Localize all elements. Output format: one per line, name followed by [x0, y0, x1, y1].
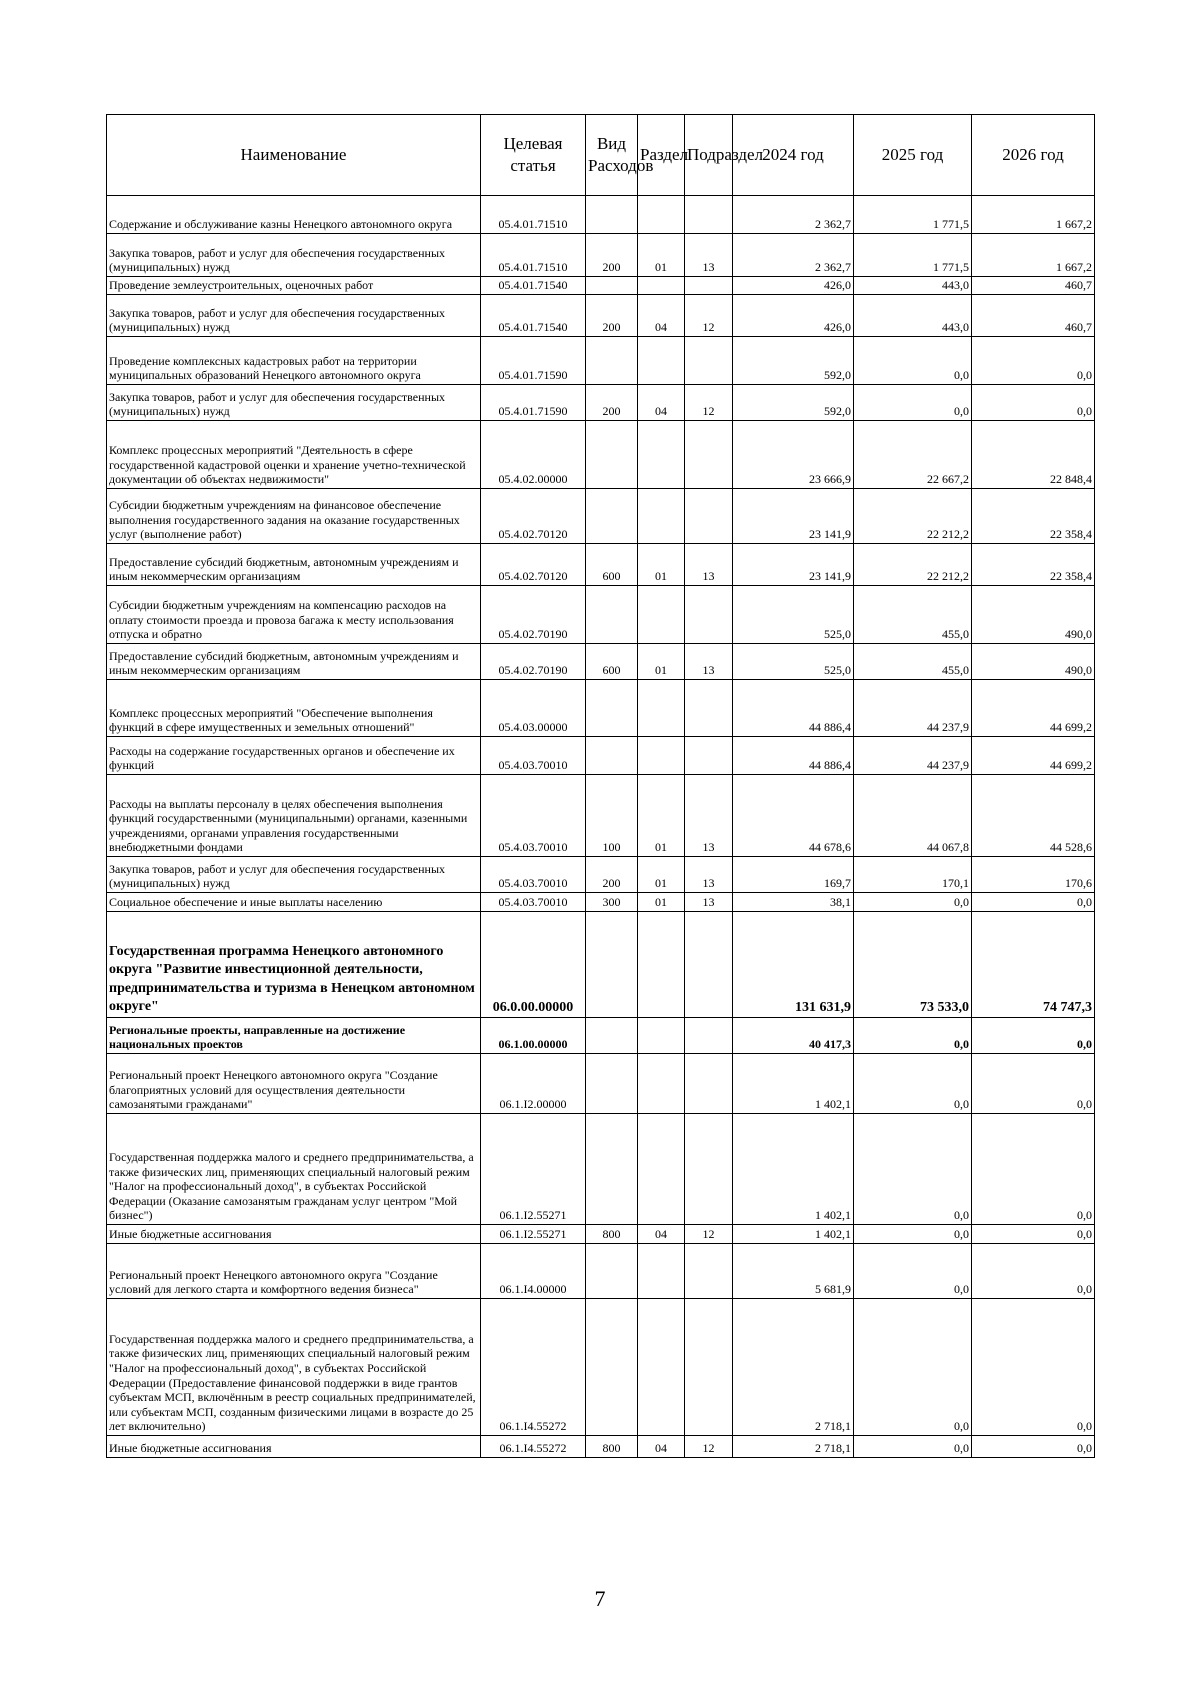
- table-row: [107, 680, 1095, 737]
- row-name: Комплекс процессных мероприятий "Обеспечение выполнения функций в сфере имущественных и земельных отношений": [107, 680, 481, 737]
- row-subsection: 12: [685, 385, 733, 421]
- row-value-2026: 1 667,2: [972, 234, 1095, 277]
- row-value-2024: 44 678,6: [733, 775, 854, 857]
- header-section: Раздел: [638, 115, 685, 196]
- budget-table: [106, 114, 1095, 1458]
- row-kind: [586, 1244, 638, 1299]
- table-row: [107, 775, 1095, 857]
- row-value-2026: 460,7: [972, 277, 1095, 295]
- row-target-code: 06.1.I4.55272: [481, 1299, 586, 1436]
- row-value-2025: 443,0: [854, 295, 972, 337]
- row-kind: [586, 680, 638, 737]
- table-row: [107, 1436, 1095, 1458]
- table-row: [107, 857, 1095, 893]
- table-row: [107, 1299, 1095, 1436]
- row-kind: [586, 337, 638, 385]
- row-target-code: 05.4.03.70010: [481, 893, 586, 912]
- row-value-2026: 44 699,2: [972, 737, 1095, 775]
- row-target-code: 05.4.03.70010: [481, 775, 586, 857]
- row-value-2025: 44 237,9: [854, 680, 972, 737]
- row-section: [638, 1244, 685, 1299]
- row-name: Содержание и обслуживание казны Ненецкого автономного округа: [107, 196, 481, 234]
- row-section: [638, 912, 685, 1018]
- row-kind: [586, 196, 638, 234]
- row-value-2026: 170,6: [972, 857, 1095, 893]
- row-subsection: [685, 337, 733, 385]
- row-value-2026: 22 358,4: [972, 489, 1095, 544]
- row-name: Государственная поддержка малого и среднего предпринимательства, а также физических лиц, применяющих специальный налоговый режим "Налог на профессиональный доход", в субъектах Российской Федерации (Оказание самозанятым гражданам услуг центром "Мой бизнес"): [107, 1114, 481, 1225]
- row-section: 04: [638, 1436, 685, 1458]
- row-section: [638, 680, 685, 737]
- row-subsection: 13: [685, 234, 733, 277]
- row-kind: [586, 1114, 638, 1225]
- row-value-2025: 0,0: [854, 1244, 972, 1299]
- row-target-code: 06.1.I4.00000: [481, 1244, 586, 1299]
- row-value-2026: 0,0: [972, 1244, 1095, 1299]
- row-value-2025: 455,0: [854, 586, 972, 644]
- row-kind: [586, 1054, 638, 1114]
- row-value-2026: 1 667,2: [972, 196, 1095, 234]
- row-target-code: 05.4.03.70010: [481, 857, 586, 893]
- row-section: 01: [638, 234, 685, 277]
- row-subsection: [685, 421, 733, 489]
- table-row: [107, 337, 1095, 385]
- row-kind: [586, 1018, 638, 1054]
- row-target-code: 05.4.03.00000: [481, 680, 586, 737]
- row-value-2025: 1 771,5: [854, 234, 972, 277]
- row-target-code: 06.1.I2.55271: [481, 1225, 586, 1244]
- row-section: [638, 586, 685, 644]
- table-row: [107, 234, 1095, 277]
- row-subsection: [685, 489, 733, 544]
- row-name: Региональный проект Ненецкого автономного округа "Создание благоприятных условий для осуществления деятельности самозанятыми гражданами": [107, 1054, 481, 1114]
- row-value-2026: 44 699,2: [972, 680, 1095, 737]
- row-kind: [586, 1299, 638, 1436]
- row-target-code: 05.4.02.00000: [481, 421, 586, 489]
- row-kind: 600: [586, 644, 638, 680]
- row-target-code: 05.4.02.70120: [481, 489, 586, 544]
- row-kind: 200: [586, 295, 638, 337]
- row-name: Предоставление субсидий бюджетным, автономным учреждениям и иным некоммерческим организациям: [107, 644, 481, 680]
- row-value-2025: 0,0: [854, 337, 972, 385]
- row-value-2024: 1 402,1: [733, 1114, 854, 1225]
- row-name: Иные бюджетные ассигнования: [107, 1225, 481, 1244]
- table-row: [107, 544, 1095, 586]
- row-value-2024: 2 362,7: [733, 234, 854, 277]
- table-row: [107, 586, 1095, 644]
- row-value-2024: 131 631,9: [733, 912, 854, 1018]
- row-value-2024: 1 402,1: [733, 1054, 854, 1114]
- row-value-2024: 44 886,4: [733, 737, 854, 775]
- row-subsection: 13: [685, 893, 733, 912]
- row-kind: 200: [586, 234, 638, 277]
- row-target-code: 05.4.02.70190: [481, 586, 586, 644]
- row-value-2026: 490,0: [972, 644, 1095, 680]
- row-section: [638, 489, 685, 544]
- row-value-2026: 460,7: [972, 295, 1095, 337]
- row-section: [638, 196, 685, 234]
- row-section: [638, 337, 685, 385]
- table-row: [107, 196, 1095, 234]
- row-target-code: 05.4.02.70190: [481, 644, 586, 680]
- row-section: [638, 1018, 685, 1054]
- row-value-2025: 0,0: [854, 1299, 972, 1436]
- header-name: Наименование: [107, 115, 481, 196]
- table-row: [107, 644, 1095, 680]
- row-value-2026: 0,0: [972, 1299, 1095, 1436]
- row-section: 04: [638, 295, 685, 337]
- row-value-2025: 0,0: [854, 1018, 972, 1054]
- row-subsection: [685, 1299, 733, 1436]
- table-row: [107, 1244, 1095, 1299]
- row-value-2025: 0,0: [854, 1225, 972, 1244]
- table-row: [107, 1054, 1095, 1114]
- row-section: 04: [638, 385, 685, 421]
- table-row: [107, 421, 1095, 489]
- row-name: Закупка товаров, работ и услуг для обеспечения государственных (муниципальных) нужд: [107, 385, 481, 421]
- row-value-2026: 0,0: [972, 337, 1095, 385]
- row-value-2024: 2 718,1: [733, 1436, 854, 1458]
- row-kind: 200: [586, 857, 638, 893]
- row-section: 04: [638, 1225, 685, 1244]
- row-kind: [586, 277, 638, 295]
- row-value-2024: 169,7: [733, 857, 854, 893]
- row-value-2026: 0,0: [972, 1436, 1095, 1458]
- row-target-code: 06.1.00.00000: [481, 1018, 586, 1054]
- table-body: [107, 196, 1095, 1458]
- row-target-code: 05.4.02.70120: [481, 544, 586, 586]
- row-value-2024: 592,0: [733, 385, 854, 421]
- row-target-code: 06.0.00.00000: [481, 912, 586, 1018]
- table-row: [107, 1018, 1095, 1054]
- row-subsection: [685, 586, 733, 644]
- row-subsection: [685, 912, 733, 1018]
- row-value-2025: 0,0: [854, 1436, 972, 1458]
- table-row: [107, 912, 1095, 1018]
- row-target-code: 06.1.I2.55271: [481, 1114, 586, 1225]
- row-kind: 200: [586, 385, 638, 421]
- row-name: Расходы на выплаты персоналу в целях обеспечения выполнения функций государственными (муниципальными) органами, казенными учреждениями, органами управления государственными внебюджетными фондами: [107, 775, 481, 857]
- row-subsection: 12: [685, 1436, 733, 1458]
- row-target-code: 05.4.01.71540: [481, 277, 586, 295]
- row-value-2025: 1 771,5: [854, 196, 972, 234]
- row-value-2024: 525,0: [733, 586, 854, 644]
- row-subsection: 13: [685, 644, 733, 680]
- row-value-2025: 44 067,8: [854, 775, 972, 857]
- row-subsection: 12: [685, 295, 733, 337]
- page-number: 7: [594, 1586, 606, 1611]
- row-value-2026: 490,0: [972, 586, 1095, 644]
- row-name: Государственная программа Ненецкого автономного округа "Развитие инвестиционной деятельности, предпринимательства и туризма в Ненецком автономном округе": [107, 912, 481, 1018]
- header-2026: 2026 год: [972, 115, 1095, 196]
- row-value-2024: 426,0: [733, 277, 854, 295]
- row-value-2026: 22 358,4: [972, 544, 1095, 586]
- row-section: 01: [638, 544, 685, 586]
- row-name: Проведение комплексных кадастровых работ на территории муниципальных образований Ненецкого автономного округа: [107, 337, 481, 385]
- row-kind: [586, 737, 638, 775]
- table-row: [107, 1114, 1095, 1225]
- row-kind: 800: [586, 1436, 638, 1458]
- row-kind: [586, 489, 638, 544]
- row-section: [638, 737, 685, 775]
- table-row: [107, 893, 1095, 912]
- row-name: Закупка товаров, работ и услуг для обеспечения государственных (муниципальных) нужд: [107, 295, 481, 337]
- row-name: Субсидии бюджетным учреждениям на финансовое обеспечение выполнения государственного задания на оказание государственных услуг (выполнение работ): [107, 489, 481, 544]
- row-name: Закупка товаров, работ и услуг для обеспечения государственных (муниципальных) нужд: [107, 857, 481, 893]
- row-section: [638, 1299, 685, 1436]
- row-value-2026: 0,0: [972, 1225, 1095, 1244]
- row-value-2026: 0,0: [972, 385, 1095, 421]
- table-row: [107, 295, 1095, 337]
- row-value-2025: 22 212,2: [854, 544, 972, 586]
- row-subsection: [685, 1114, 733, 1225]
- row-name: Государственная поддержка малого и среднего предпринимательства, а также физических лиц, применяющих специальный налоговый режим "Налог на профессиональный доход", в субъектах Российской Федерации (Предоставление финансовой поддержки в виде грантов субъектам МСП, включённым в реестр социальных предпринимателей, или субъектам МСП, созданным физическими лицами в возрасте до 25 лет включительно): [107, 1299, 481, 1436]
- row-section: [638, 421, 685, 489]
- row-value-2024: 5 681,9: [733, 1244, 854, 1299]
- row-name: Региональные проекты, направленные на достижение национальных проектов: [107, 1018, 481, 1054]
- row-value-2024: 525,0: [733, 644, 854, 680]
- row-name: Социальное обеспечение и иные выплаты населению: [107, 893, 481, 912]
- row-section: [638, 1054, 685, 1114]
- row-name: Субсидии бюджетным учреждениям на компенсацию расходов на оплату стоимости проезда и провоза багажа к месту использования отпуска и обратно: [107, 586, 481, 644]
- table-row: [107, 489, 1095, 544]
- row-name: Закупка товаров, работ и услуг для обеспечения государственных (муниципальных) нужд: [107, 234, 481, 277]
- row-value-2025: 443,0: [854, 277, 972, 295]
- row-value-2025: 455,0: [854, 644, 972, 680]
- row-value-2026: 44 528,6: [972, 775, 1095, 857]
- header-2024: 2024 год: [733, 115, 854, 196]
- row-name: Иные бюджетные ассигнования: [107, 1436, 481, 1458]
- row-subsection: [685, 196, 733, 234]
- row-section: 01: [638, 893, 685, 912]
- row-value-2024: 2 718,1: [733, 1299, 854, 1436]
- row-kind: 800: [586, 1225, 638, 1244]
- row-value-2024: 44 886,4: [733, 680, 854, 737]
- row-subsection: [685, 737, 733, 775]
- row-value-2026: 74 747,3: [972, 912, 1095, 1018]
- header-target: Целевая статья: [481, 115, 586, 196]
- row-value-2024: 592,0: [733, 337, 854, 385]
- row-section: 01: [638, 857, 685, 893]
- row-kind: [586, 586, 638, 644]
- table-row: [107, 385, 1095, 421]
- header-2025: 2025 год: [854, 115, 972, 196]
- row-value-2026: 0,0: [972, 1054, 1095, 1114]
- row-section: [638, 277, 685, 295]
- row-kind: 100: [586, 775, 638, 857]
- row-subsection: 12: [685, 1225, 733, 1244]
- row-value-2026: 0,0: [972, 1018, 1095, 1054]
- row-value-2025: 73 533,0: [854, 912, 972, 1018]
- row-target-code: 05.4.01.71590: [481, 337, 586, 385]
- row-target-code: 05.4.01.71540: [481, 295, 586, 337]
- row-target-code: 05.4.01.71510: [481, 196, 586, 234]
- row-value-2024: 40 417,3: [733, 1018, 854, 1054]
- row-name: Комплекс процессных мероприятий "Деятельность в сфере государственной кадастровой оценки и хранение учетно-технической документации об объектах недвижимости": [107, 421, 481, 489]
- row-subsection: 13: [685, 775, 733, 857]
- row-target-code: 06.1.I4.55272: [481, 1436, 586, 1458]
- row-value-2024: 38,1: [733, 893, 854, 912]
- row-target-code: 06.1.I2.00000: [481, 1054, 586, 1114]
- row-kind: [586, 912, 638, 1018]
- header-subsection: Подраздел: [685, 115, 733, 196]
- row-value-2025: 0,0: [854, 1054, 972, 1114]
- row-value-2024: 23 141,9: [733, 489, 854, 544]
- row-value-2025: 22 212,2: [854, 489, 972, 544]
- table-row: [107, 737, 1095, 775]
- row-subsection: 13: [685, 857, 733, 893]
- row-value-2026: 0,0: [972, 893, 1095, 912]
- row-kind: 300: [586, 893, 638, 912]
- row-value-2026: 0,0: [972, 1114, 1095, 1225]
- row-kind: 600: [586, 544, 638, 586]
- row-value-2024: 2 362,7: [733, 196, 854, 234]
- row-value-2025: 44 237,9: [854, 737, 972, 775]
- row-value-2024: 23 666,9: [733, 421, 854, 489]
- row-target-code: 05.4.01.71590: [481, 385, 586, 421]
- row-name: Расходы на содержание государственных органов и обеспечение их функций: [107, 737, 481, 775]
- table-row: [107, 1225, 1095, 1244]
- row-name: Проведение землеустроительных, оценочных работ: [107, 277, 481, 295]
- row-kind: [586, 421, 638, 489]
- row-subsection: 13: [685, 544, 733, 586]
- row-section: 01: [638, 644, 685, 680]
- row-value-2025: 0,0: [854, 893, 972, 912]
- row-value-2025: 0,0: [854, 385, 972, 421]
- row-subsection: [685, 1054, 733, 1114]
- table-row: [107, 277, 1095, 295]
- row-name: Региональный проект Ненецкого автономного округа "Создание условий для легкого старта и комфортного ведения бизнеса": [107, 1244, 481, 1299]
- row-value-2024: 1 402,1: [733, 1225, 854, 1244]
- header-kind: Вид Расходов: [586, 115, 638, 196]
- row-value-2026: 22 848,4: [972, 421, 1095, 489]
- row-target-code: 05.4.03.70010: [481, 737, 586, 775]
- row-value-2025: 170,1: [854, 857, 972, 893]
- row-name: Предоставление субсидий бюджетным, автономным учреждениям и иным некоммерческим организациям: [107, 544, 481, 586]
- row-value-2025: 0,0: [854, 1114, 972, 1225]
- row-subsection: [685, 1244, 733, 1299]
- row-section: 01: [638, 775, 685, 857]
- row-target-code: 05.4.01.71510: [481, 234, 586, 277]
- row-subsection: [685, 1018, 733, 1054]
- row-subsection: [685, 277, 733, 295]
- row-subsection: [685, 680, 733, 737]
- row-value-2024: 23 141,9: [733, 544, 854, 586]
- row-section: [638, 1114, 685, 1225]
- row-value-2025: 22 667,2: [854, 421, 972, 489]
- row-value-2024: 426,0: [733, 295, 854, 337]
- table-header: [107, 115, 1095, 196]
